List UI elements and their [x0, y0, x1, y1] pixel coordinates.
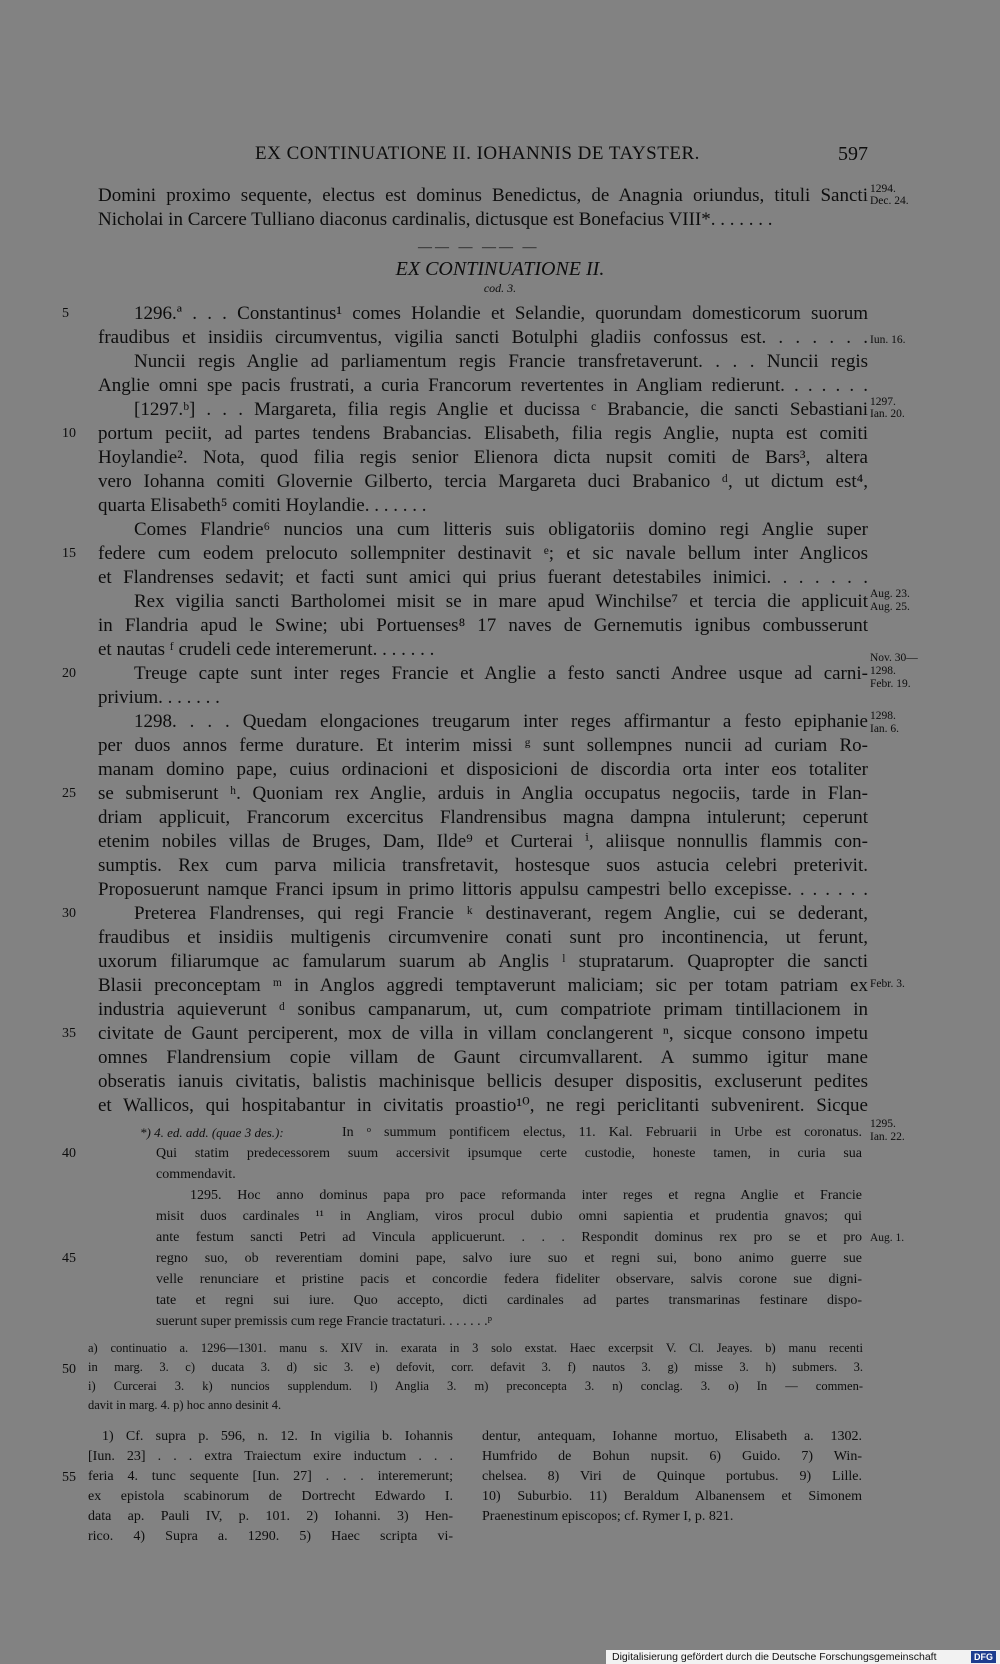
text-line: fraudibus et insidiis circumventus, vigilia sancti Botulphi gladiis confossus est. . . . . . .: [98, 327, 868, 348]
line-number: 15: [62, 546, 76, 561]
text-line: suerunt super premissis cum rege Francie tractaturi. . . . . . .ᵖ: [156, 1314, 492, 1329]
footnote-line: [Iun. 23] . . . extra Traiectum exire inductum . . .: [88, 1449, 453, 1464]
margin-date: Iun. 16.: [870, 334, 906, 346]
star-note-label: *) 4. ed. add. (quae 3 des.):: [140, 1125, 284, 1140]
footnotes-right-column: [482, 1427, 862, 1527]
text-line: Nuncii regis Anglie ad parliamentum regis Francie transfretaverunt. . . . Nuncii regis: [134, 351, 868, 372]
footnote-line: dentur, antequam, Iohanne mortuo, Elisabeth a. 1302.: [482, 1429, 862, 1444]
codex-label: cod. 3.: [483, 281, 517, 295]
text-line: tate et regni sui iure. Quo accepto, dicti cardinales ad partes transmarinas festinare dispo-: [156, 1293, 862, 1308]
page-title: EX CONTINUATIONE II. IOHANNIS DE TAYSTER.: [255, 143, 700, 164]
text-line: sumptis. Rex cum parva milicia transfretavit, hostesque suos astucia celebri preterivit.: [98, 855, 868, 876]
text-line: vero Iohanna comiti Glovernie Gilberto, tercia Margareta duci Brabanico ᵈ, ut dictum est⁴,: [98, 471, 868, 492]
star-note: [156, 1143, 862, 1332]
apparatus-line: a) continuatio a. 1296—1301. manu s. XIV in. exarata in 3 solo exstat. Haec excerpsit V. Cl. Jeayes. b) manu recenti: [88, 1341, 863, 1355]
text-line: manam domino pape, cuius ordinacioni et disposicioni de discordia orta inter eos totaliter: [98, 759, 868, 780]
text-line: Comes Flandrie⁶ nuncios una cum litteris suis obligatoriis domino regi Anglie super: [134, 519, 868, 540]
margin-date: 1298.: [870, 665, 896, 677]
text-line: Proposuerunt namque Franci ipsum in primo littoris appulsu campestri bello excepisse. . . . . . .: [98, 879, 868, 900]
text-line: Hoylandie². Nota, quod filia regis senior Elienora dicta nupsit comiti de Bars³, altera: [98, 447, 868, 468]
footnote-line: feria 4. tunc sequente [Iun. 27] . . . interemerunt;: [88, 1469, 453, 1484]
text-line: Rex vigilia sancti Bartholomei misit se in mare apud Winchilse⁷ et tercia die applicuit: [134, 591, 868, 612]
dfg-logo-icon: DFG: [971, 1651, 996, 1663]
text-line: se submiserunt ʰ. Quoniam rex Anglie, arduis in Anglia occupatus negociis, tarde in Flan-: [98, 783, 868, 804]
line-number: 55: [62, 1470, 76, 1485]
margin-date: Ian. 22.: [870, 1131, 905, 1143]
margin-date: 1298.: [870, 710, 896, 722]
text-line: fraudibus et insidiis multigenis circumvenire conati sunt pro incontinencia, ut ferunt,: [98, 927, 868, 948]
margin-date: Dec. 24.: [870, 195, 909, 207]
margin-date: Ian. 20.: [870, 408, 905, 420]
text-line: civitate de Gaunt perciperent, mox de villa in villam conclangerent ⁿ, sicque consono impetu: [98, 1023, 868, 1044]
text-line: in Flandria apud le Swine; ubi Portuenses⁸ 17 naves de Gernemutis ignibus combusserunt: [98, 615, 868, 636]
text-line: 1295. Hoc anno dominus papa pro pace reformanda inter reges et regna Anglie et Francie: [190, 1188, 862, 1203]
text-line: misit duos cardinales ¹¹ in Angliam, viros procul dubio omni sapientia et prudentia gnavos; qui: [156, 1209, 862, 1224]
margin-date: Ian. 6.: [870, 723, 900, 735]
text-line: In ᵒ summum pontificem electus, 11. Kal. Februarii in Urbe est coronatus.: [342, 1125, 862, 1140]
text-line: obseratis ianuis civitatis, balistis machinisque bellicis desuper dispositis, excluserunt pedites: [98, 1071, 868, 1092]
margin-date: Aug. 1.: [870, 1232, 905, 1244]
text-line: commendavit.: [156, 1167, 236, 1182]
text-line: 1296.ª . . . Constantinus¹ comes Holandie et Selandie, quorundam domesticorum suorum: [134, 303, 868, 324]
footnote-line: Praenestinum episcopos; cf. Rymer I, p. 821.: [482, 1509, 734, 1524]
margin-date: Febr. 3.: [870, 978, 905, 990]
text-line: regno suo, ob reverentiam domini pape, salvo iure suo et regni sui, bono animo guerre sue: [156, 1251, 862, 1266]
margin-date: Aug. 25.: [870, 601, 910, 613]
text-line: uxorum filiarumque ac famularum suarum ab Anglis ˡ stupratarum. Quapropter die sancti: [98, 951, 868, 972]
text-line: Qui statim predecessorem suum accersivit ipsumque certe custodie, honeste tamen, in curia sua: [156, 1146, 862, 1161]
line-number: 40: [62, 1146, 76, 1161]
footnotes-left-column: [88, 1427, 453, 1547]
text-line: [1297.ᵇ] . . . Margareta, filia regis Anglie et ducissa ᶜ Brabancie, die sancti Sebastiani: [134, 399, 868, 420]
line-number: 30: [62, 906, 76, 921]
text-line: ante festum sancti Petri ad Vincula applicuerunt. . . . Respondit dominus rex pro se et pro: [156, 1230, 862, 1245]
margin-date: Nov. 30—: [870, 652, 918, 664]
main-text: [98, 302, 868, 1118]
text-line: driam applicuit, Francorum excercitus Flandrensibus magna dampna intulerunt; ceperunt: [98, 807, 868, 828]
funding-bar: [606, 1650, 1000, 1664]
line-number: 25: [62, 786, 76, 801]
footnote-line: Humfrido de Bohun nupsit. 6) Guido. 7) Win-: [482, 1449, 862, 1464]
footnote-line: rico. 4) Supra a. 1290. 5) Haec scripta vi-: [88, 1529, 453, 1544]
text-line: industria aquieverunt ᵈ sonibus campanarum, ut, cum compatriote primam tintillacionem in: [98, 999, 868, 1020]
text-line: Nicholai in Carcere Tulliano diaconus cardinalis, dictusque est Bonefacius VIII*. . . . . . .: [98, 209, 773, 230]
text-line: Preterea Flandrenses, qui regi Francie ᵏ destinaverant, regem Anglie, cui se dederant,: [134, 903, 868, 924]
apparatus-line: in marg. 3. c) ducata 3. d) sic 3. e) defovit, corr. defavit 3. f) nautos 3. g) misse 3. h) submers. 3.: [88, 1360, 863, 1374]
text-line: 1298. . . . Quedam elongaciones treugarum inter reges affirmantur a festo epiphanie: [134, 711, 868, 732]
text-line: per duos annos ferme durature. Et interim missi ᵍ sunt sollempnes nuncii ad curiam Ro-: [98, 735, 868, 756]
apparatus-line: i) Curcerai 3. k) nuncios supplendum. l) Anglia 3. m) preconcepta 3. n) conclag. 3. o) In — commen-: [88, 1379, 863, 1393]
footnote-line: chelsea. 8) Viri de Quinque portubus. 9) Lille.: [482, 1469, 862, 1484]
page-number: 597: [838, 143, 868, 165]
footnote-line: 1) Cf. supra p. 596, n. 12. In vigilia b. Iohannis: [102, 1429, 453, 1444]
text-line: et Wallicos, qui hospitabantur in civitatis proastio¹⁰, ne regi periclitanti subvenirent. Sicque: [98, 1095, 868, 1116]
margin-date: 1297.: [870, 396, 896, 408]
critical-apparatus: [88, 1339, 863, 1415]
text-line: Treuge capte sunt inter reges Francie et Anglie a festo sancti Andree usque ad carni-: [134, 663, 868, 684]
line-number: 50: [62, 1362, 76, 1377]
funding-text: Digitalisierung gefördert durch die Deutsche Forschungsgemeinschaft: [612, 1651, 937, 1663]
line-number: 45: [62, 1251, 76, 1266]
apparatus-line: davit in marg. 4. p) hoc anno desinit 4.: [88, 1398, 282, 1412]
line-number: 20: [62, 666, 76, 681]
running-head: [0, 143, 1000, 169]
footnote-line: data ap. Pauli IV, p. 101. 2) Iohanni. 3) Hen-: [88, 1509, 453, 1524]
text-line: velle renunciare et pristine pacis et concordie federa fideliter observare, salvis corone sue digni-: [156, 1272, 862, 1287]
line-number: 10: [62, 426, 76, 441]
margin-date: Febr. 19.: [870, 678, 911, 690]
footnote-line: 10) Suburbio. 11) Beraldum Albanensem et Simonem: [482, 1489, 862, 1504]
text-line: Blasii preconceptam ᵐ in Anglos aggredi temptaverunt maliciam; sic per totam patriam ex: [98, 975, 868, 996]
text-line: et Flandrenses sedavit; et facti sunt amici qui prius fuerant detestabiles inimici. . . . . . .: [98, 567, 868, 588]
intro-text: [98, 184, 868, 232]
star-note-first: [342, 1122, 862, 1143]
text-line: Anglie omni spe pacis frustrati, a curia Francorum revertentes in Angliam redierunt. . . . . . .: [98, 375, 868, 396]
line-number: 35: [62, 1026, 76, 1041]
margin-date: Aug. 23.: [870, 588, 910, 600]
margin-date: 1295.: [870, 1118, 896, 1130]
text-line: privium. . . . . . .: [98, 687, 220, 708]
footnote-line: ex epistola scabinorum de Dortrecht Edwardo I.: [88, 1489, 453, 1504]
section-heading: EX CONTINUATIONE II.: [395, 258, 605, 280]
text-line: et nautas ᶠ crudeli cede interemerunt. . . . . . .: [98, 639, 435, 660]
text-line: portum peciit, ad partes tendens Brabancias. Elisabeth, filia regis Anglie, nupta est comiti: [98, 423, 868, 444]
separator-rule: —— — —— —: [418, 240, 540, 255]
text-line: Domini proximo sequente, electus est dominus Benedictus, de Anagnia oriundus, tituli Sancti: [98, 185, 868, 206]
line-number: 5: [62, 306, 69, 321]
text-line: quarta Elisabeth⁵ comiti Hoylandie. . . . . . .: [98, 495, 427, 516]
text-line: federe cum eodem prelocuto sollempniter destinavit ᵉ; et sic navale bellum inter Anglicos: [98, 543, 868, 564]
text-line: etenim nobiles villas de Bruges, Dam, Ilde⁹ et Curterai ⁱ, aliisque nonnullis flammis con-: [98, 831, 868, 852]
text-line: omnes Flandrensium copie villam de Gaunt circumvallarent. A summo igitur mane: [98, 1047, 868, 1068]
margin-date: 1294.: [870, 183, 896, 195]
